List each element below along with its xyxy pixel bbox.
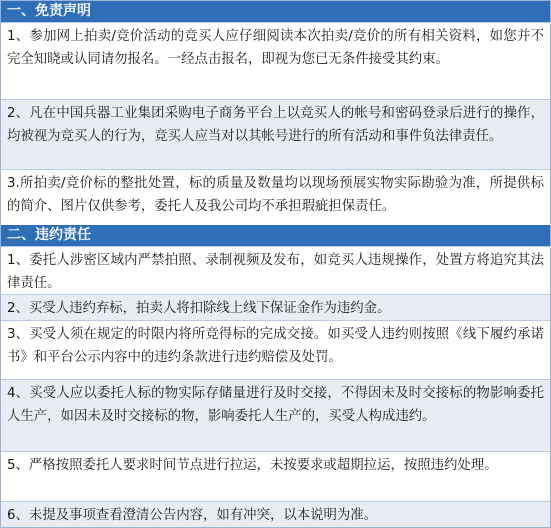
disclaimer-item-2: 2、凡在中国兵器工业集团采购电子商务平台上以竞买人的帐号和密码登录后进行的操作，均被视为竞买人的行为，竞买人应当对以其帐号进行的所有活动和事件负法律责任。: [1, 99, 550, 169]
breach-item-4: 4、买受人应以委托人标的物实际存储量进行及时交接，不得因未及时交接标的物影响委托人生产，如因未及时交接标的物，影响委托人生产的，买受人构成违约。: [1, 379, 550, 451]
section-header-disclaimer: 一、免责声明: [1, 1, 550, 22]
breach-item-2: 2、买受人违约弃标，拍卖人将扣除线上线下保证金作为违约金。: [1, 294, 550, 320]
breach-item-6: 6、未提及事项查看澄清公告内容，如有冲突，以本说明为准。: [1, 501, 550, 527]
section-header-breach: 二、违约责任: [1, 225, 550, 246]
breach-item-3: 3、买受人须在规定的时限内将所竞得标的完成交接。如买受人违约则按照《线下履约承诺书》和平台公示内容中的违约条款进行违约赔偿及处罚。: [1, 320, 550, 379]
disclaimer-item-3: 3.所拍卖/竞价标的整批处置，标的质量及数量均以现场预展实物实际勘验为准，所提供标的简介、图片仅供参考，委托人及我公司均不承担瑕疵担保责任。: [1, 169, 550, 225]
breach-item-1: 1、委托人涉密区域内严禁拍照、录制视频及发布，如竞买人违规操作，处置方将追究其法律责任。: [1, 246, 550, 294]
disclaimer-item-1: 1、参加网上拍卖/竞价活动的竞买人应仔细阅读本次拍卖/竞价的所有相关资料，如您并不完全知晓或认同请勿报名。一经点击报名，即视为您已无条件接受其约束。: [1, 22, 550, 99]
breach-item-5: 5、严格按照委托人要求时间节点进行拉运，未按要求或超期拉运，按照违约处理。: [1, 451, 550, 501]
